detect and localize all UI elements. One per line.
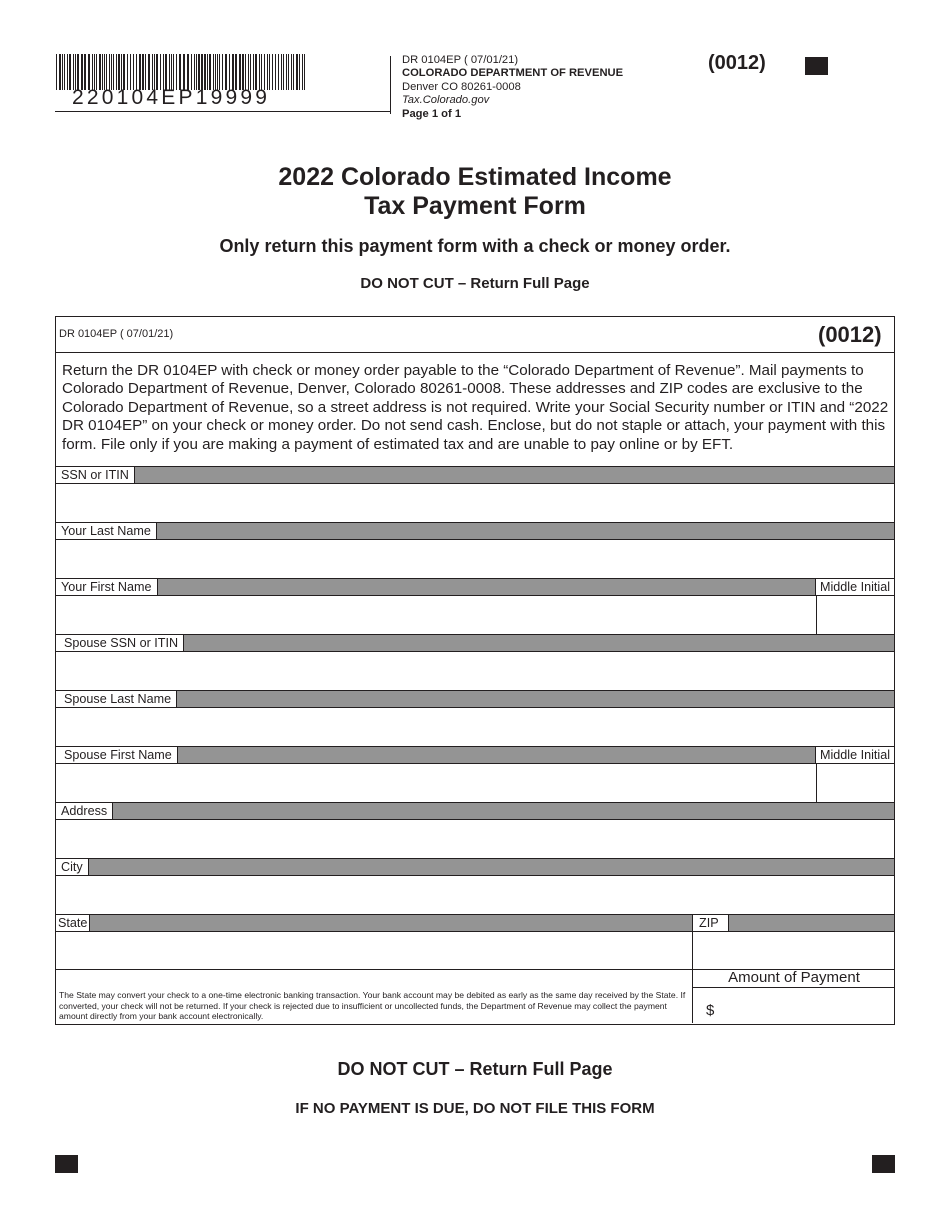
spouse-ssn-label-bar — [56, 634, 894, 652]
amount-label: Amount of Payment — [728, 969, 860, 986]
form-box-code: (0012) — [818, 322, 882, 347]
department-city: Denver CO 80261-0008 — [402, 80, 521, 93]
city-field — [56, 876, 894, 914]
zip-input[interactable] — [693, 932, 894, 970]
first-name-input[interactable] — [56, 596, 816, 634]
subtitle: Only return this payment form with a check or money order. — [219, 236, 731, 256]
do-not-cut-bottom: DO NOT CUT – Return Full Page — [337, 1059, 613, 1079]
header-divider — [390, 56, 391, 114]
first-name-label-bar — [56, 578, 894, 596]
state-label: State — [56, 915, 90, 931]
middle-initial-divider — [816, 596, 817, 634]
address-input[interactable] — [56, 820, 894, 858]
department-name: COLORADO DEPARTMENT OF REVENUE — [402, 67, 624, 80]
form-code-top: (0012) — [708, 52, 766, 74]
state-zip-divider — [692, 932, 693, 1023]
ssn-label: SSN or ITIN — [56, 467, 135, 483]
state-input[interactable] — [56, 932, 692, 970]
spouse-last-name-label: Spouse Last Name — [56, 691, 177, 707]
last-name-field — [56, 540, 894, 578]
last-name-label: Your Last Name — [56, 523, 157, 539]
barcode-number: 220104EP19999 — [72, 86, 271, 109]
registration-mark-top — [805, 57, 828, 75]
barcode-underline — [55, 111, 390, 112]
amount-input[interactable] — [722, 990, 894, 1024]
middle-initial-input[interactable] — [817, 596, 894, 634]
no-payment-note: IF NO PAYMENT IS DUE, DO NOT FILE THIS FORM — [295, 1100, 655, 1117]
spouse-first-name-label: Spouse First Name — [56, 747, 178, 763]
spouse-middle-initial-input[interactable] — [817, 764, 894, 802]
registration-mark-bottom-left — [55, 1155, 78, 1173]
disclaimer-text: The State may convert your check to a one-time electronic banking transaction. Your bank account may be debited as early as the same day received by the State. If converted, your check will not be returned. If your check is rejected due to insufficient or uncollected funds, the Department of Revenue may collect the payment amount directly from your bank account electronically. — [59, 990, 686, 1022]
page-title — [0, 163, 950, 221]
do-not-cut-top: DO NOT CUT – Return Full Page — [360, 275, 590, 292]
address-field — [56, 820, 894, 858]
form-meta-block — [402, 54, 623, 121]
title-line-2: Tax Payment Form — [364, 192, 586, 220]
zip-label: ZIP — [692, 915, 729, 931]
last-name-label-bar — [56, 522, 894, 540]
barcode-image — [56, 54, 308, 90]
first-name-field — [56, 596, 894, 634]
ssn-label-bar — [56, 466, 894, 484]
spouse-first-name-field — [56, 764, 894, 802]
form-box-id: DR 0104EP ( 07/01/21) — [59, 328, 174, 340]
spouse-last-name-input[interactable] — [56, 708, 894, 746]
spouse-ssn-field — [56, 652, 894, 690]
spouse-ssn-input[interactable] — [56, 652, 894, 690]
state-zip-label-bar — [56, 914, 894, 932]
website-link[interactable]: Tax.Colorado.gov — [402, 94, 490, 107]
spouse-middle-initial-divider — [816, 764, 817, 802]
city-label: City — [56, 859, 89, 875]
dollar-sign: $ — [706, 1002, 715, 1019]
spouse-middle-initial-label: Middle Initial — [815, 747, 894, 763]
spouse-ssn-label: Spouse SSN or ITIN — [56, 635, 184, 651]
spouse-first-name-label-bar — [56, 746, 894, 764]
spouse-last-name-label-bar — [56, 690, 894, 708]
first-name-label: Your First Name — [56, 579, 158, 595]
state-zip-field — [56, 932, 894, 970]
middle-initial-label: Middle Initial — [815, 579, 894, 595]
address-label: Address — [56, 803, 113, 819]
spouse-first-name-input[interactable] — [56, 764, 816, 802]
page-number: Page 1 of 1 — [402, 107, 462, 120]
title-line-1: 2022 Colorado Estimated Income — [278, 163, 672, 191]
city-input[interactable] — [56, 876, 894, 914]
instructions-text: Return the DR 0104EP with check or money order payable to the “Colorado Department of Revenue”. Mail payments to Colorado Department of Revenue, Denver, Colorado 80261-0008. These addresses and ZIP codes are exclusive to the Colorado Department of Revenue, so a street address is not required. Write your Social Security number or ITIN and “2022 DR 0104EP” on your check or money order. Do not send cash. Enclose, but do not staple or attach, your payment with this form. File only if you are making a payment of estimated tax and are unable to pay online or by EFT. — [62, 362, 889, 453]
ssn-field — [56, 484, 894, 522]
form-id: DR 0104EP ( 07/01/21) — [402, 54, 519, 66]
city-label-bar — [56, 858, 894, 876]
registration-mark-bottom-right — [872, 1155, 895, 1173]
last-name-input[interactable] — [56, 540, 894, 578]
ssn-input[interactable] — [56, 484, 894, 522]
address-label-bar — [56, 802, 894, 820]
form-box-divider — [56, 352, 894, 353]
amount-label-line — [692, 987, 894, 988]
spouse-last-name-field — [56, 708, 894, 746]
